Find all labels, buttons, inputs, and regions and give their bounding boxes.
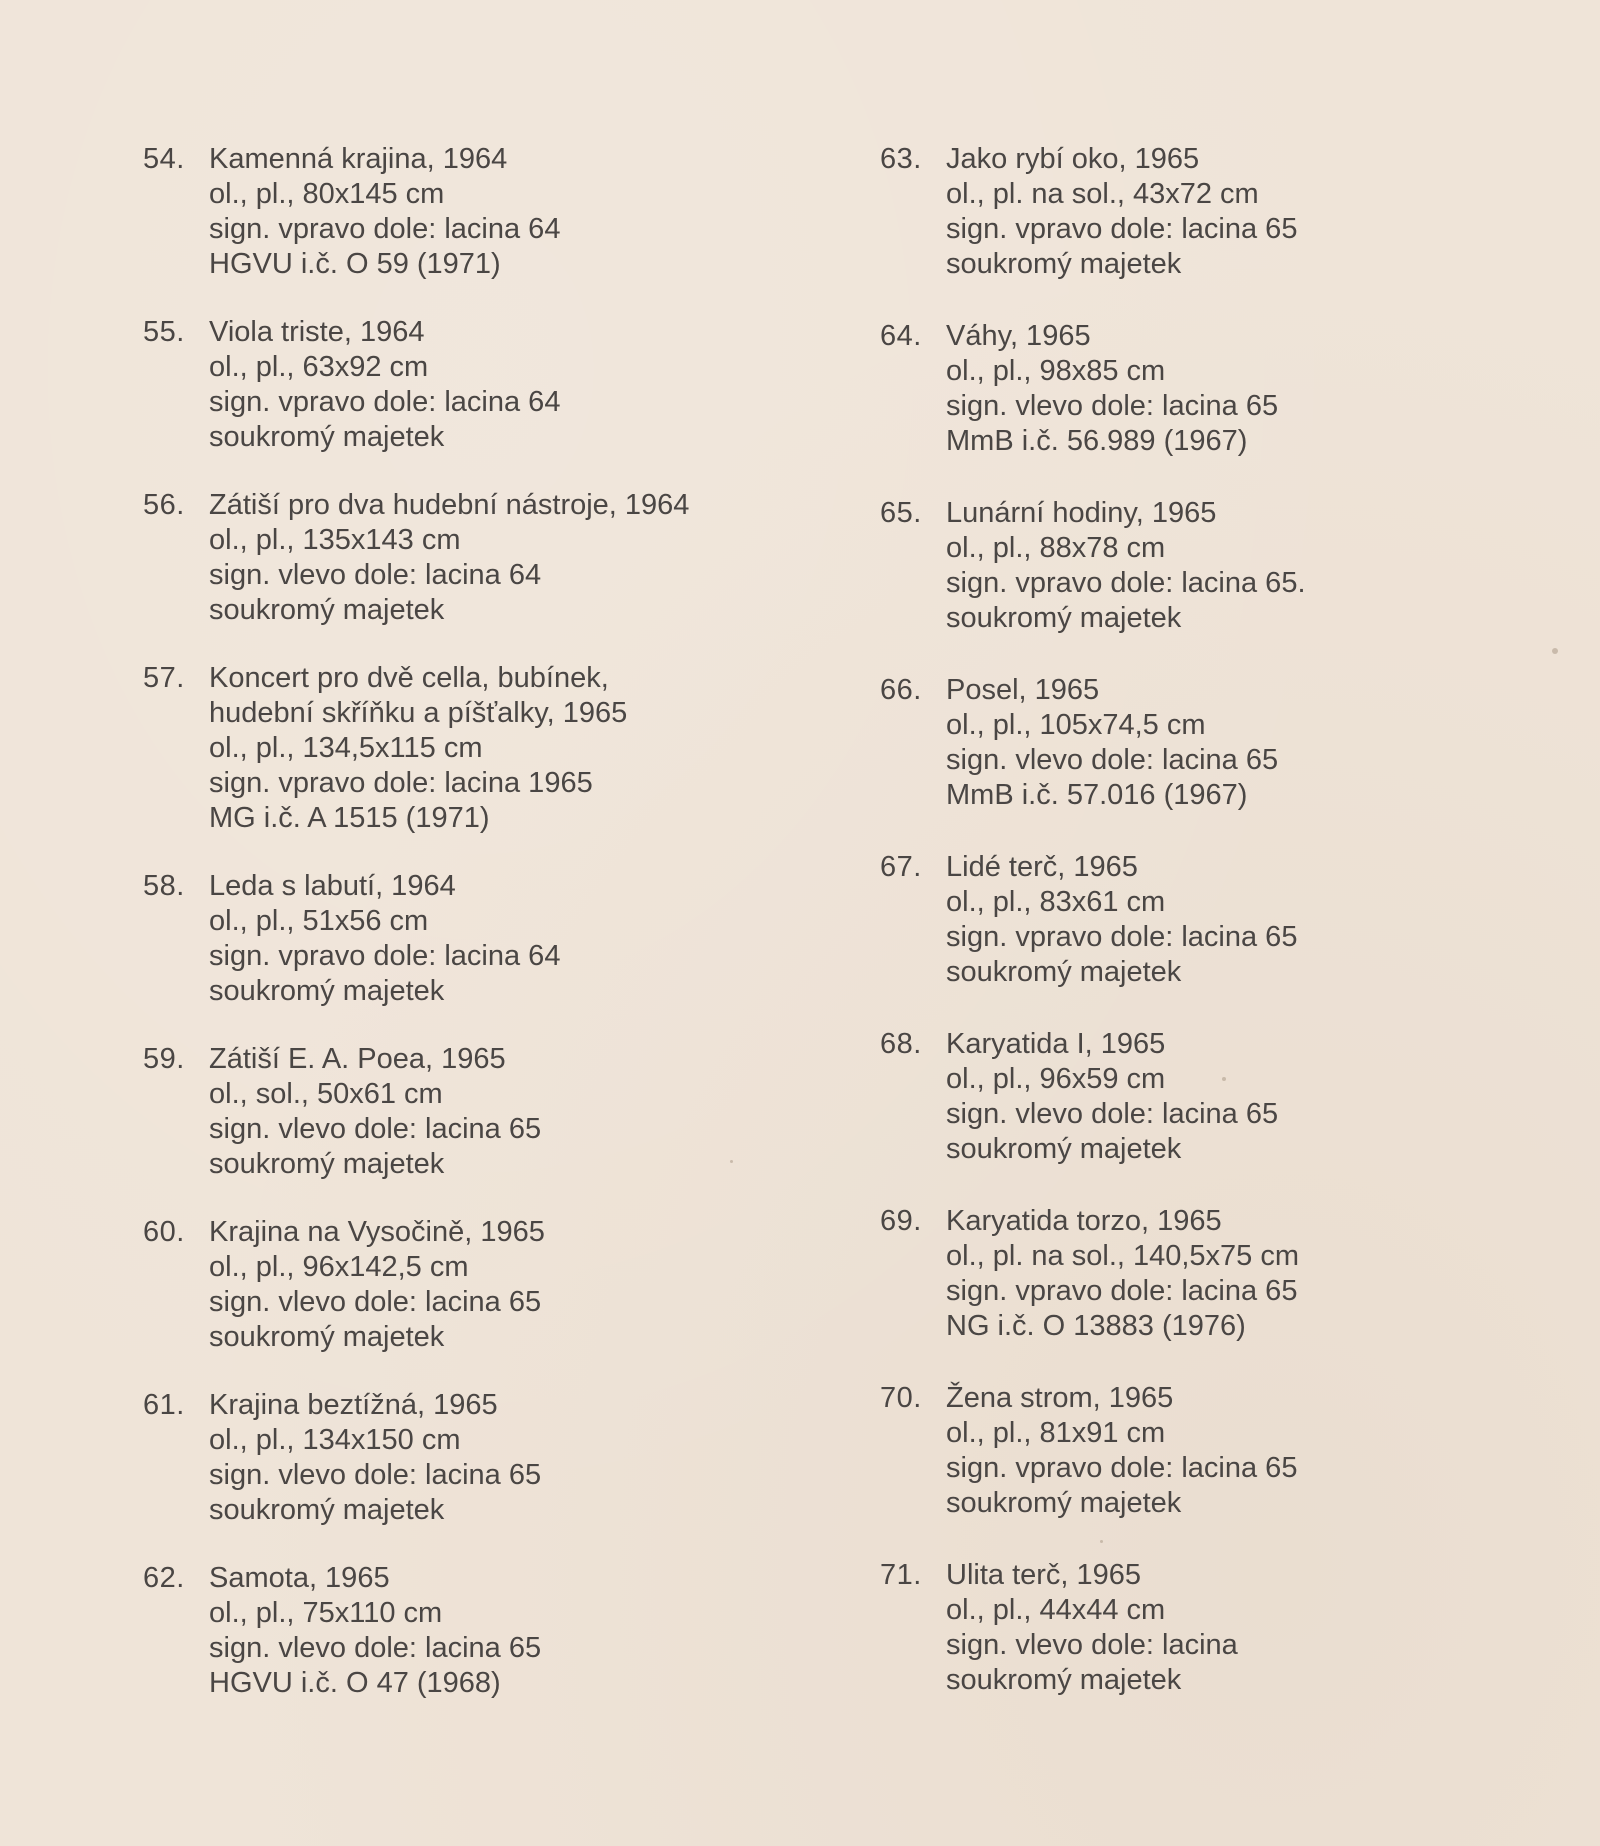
entry-title: Leda s labutí, 1964 bbox=[209, 870, 456, 902]
catalog-entry bbox=[880, 1558, 1500, 1698]
catalog-entry bbox=[143, 315, 763, 455]
catalog-entry bbox=[143, 661, 763, 836]
paper-speck bbox=[1552, 648, 1558, 654]
catalog-entry bbox=[880, 1027, 1500, 1167]
entry-details bbox=[946, 496, 1306, 636]
catalog-column-right bbox=[880, 142, 1500, 1735]
entry-owner: soukromý majetek bbox=[209, 421, 445, 453]
entry-details bbox=[946, 319, 1278, 459]
entry-title: Žena strom, 1965 bbox=[946, 1382, 1174, 1414]
entry-title: Lunární hodiny, 1965 bbox=[946, 497, 1217, 529]
entry-details bbox=[209, 1215, 545, 1355]
entry-details bbox=[209, 142, 560, 282]
entry-signature: sign. vlevo dole: lacina 65 bbox=[209, 1113, 542, 1145]
entry-signature: sign. vlevo dole: lacina bbox=[946, 1629, 1238, 1661]
entry-signature: sign. vpravo dole: lacina 65 bbox=[946, 1275, 1298, 1307]
catalog-entry bbox=[880, 673, 1500, 813]
entry-title: Zátiší pro dva hudební nástroje, 1964 bbox=[209, 489, 690, 521]
entry-title: Posel, 1965 bbox=[946, 674, 1100, 706]
entry-number: 60. bbox=[143, 1216, 185, 1248]
entry-details bbox=[209, 488, 689, 628]
entry-owner: NG i.č. O 13883 (1976) bbox=[946, 1310, 1246, 1342]
entry-medium-size: ol., pl., 134,5x115 cm bbox=[209, 732, 483, 764]
entry-owner: soukromý majetek bbox=[946, 602, 1182, 634]
entry-signature: sign. vpravo dole: lacina 65. bbox=[946, 567, 1306, 599]
entry-medium-size: ol., pl., 105x74,5 cm bbox=[946, 709, 1206, 741]
entry-title: hudební skříňku a píšťalky, 1965 bbox=[209, 697, 628, 729]
entry-title: Jako rybí oko, 1965 bbox=[946, 143, 1200, 175]
entry-title: Ulita terč, 1965 bbox=[946, 1559, 1142, 1591]
entry-signature: sign. vlevo dole: lacina 65 bbox=[209, 1286, 542, 1318]
entry-owner: soukromý majetek bbox=[209, 1321, 445, 1353]
entry-number: 58. bbox=[143, 870, 185, 902]
entry-details bbox=[946, 1204, 1299, 1344]
entry-title: Karyatida I, 1965 bbox=[946, 1028, 1166, 1060]
entry-owner: HGVU i.č. O 59 (1971) bbox=[209, 248, 501, 280]
entry-signature: sign. vpravo dole: lacina 1965 bbox=[209, 767, 593, 799]
catalog-entry bbox=[880, 850, 1500, 990]
catalog-column-left bbox=[143, 142, 763, 1734]
entry-details bbox=[209, 315, 560, 455]
entry-owner: soukromý majetek bbox=[209, 975, 445, 1007]
entry-medium-size: ol., pl., 96x59 cm bbox=[946, 1063, 1166, 1095]
entry-number: 71. bbox=[880, 1559, 922, 1591]
catalog-entry bbox=[143, 1215, 763, 1355]
paper-speck bbox=[1222, 1077, 1226, 1081]
catalog-entry bbox=[880, 496, 1500, 636]
entry-medium-size: ol., pl., 75x110 cm bbox=[209, 1597, 443, 1629]
entry-details bbox=[209, 869, 560, 1009]
entry-number: 62. bbox=[143, 1562, 185, 1594]
entry-owner: soukromý majetek bbox=[946, 1664, 1182, 1696]
entry-owner: soukromý majetek bbox=[209, 1148, 445, 1180]
catalog-entry bbox=[143, 1388, 763, 1528]
catalog-entry bbox=[880, 319, 1500, 459]
entry-details bbox=[209, 1561, 541, 1701]
entry-title: Zátiší E. A. Poea, 1965 bbox=[209, 1043, 506, 1075]
entry-number: 56. bbox=[143, 489, 185, 521]
entry-medium-size: ol., pl., 83x61 cm bbox=[946, 886, 1166, 918]
entry-signature: sign. vpravo dole: lacina 65 bbox=[946, 1452, 1298, 1484]
catalog-entry bbox=[880, 142, 1500, 282]
entry-details bbox=[946, 142, 1297, 282]
entry-number: 65. bbox=[880, 497, 922, 529]
entry-title: Karyatida torzo, 1965 bbox=[946, 1205, 1222, 1237]
catalog-entry bbox=[143, 869, 763, 1009]
catalog-entry bbox=[880, 1204, 1500, 1344]
entry-owner: soukromý majetek bbox=[946, 248, 1182, 280]
entry-number: 54. bbox=[143, 143, 185, 175]
entry-medium-size: ol., pl., 88x78 cm bbox=[946, 532, 1166, 564]
entry-title: Lidé terč, 1965 bbox=[946, 851, 1138, 883]
entry-owner: MG i.č. A 1515 (1971) bbox=[209, 802, 490, 834]
entry-details bbox=[946, 1027, 1278, 1167]
entry-signature: sign. vpravo dole: lacina 64 bbox=[209, 386, 561, 418]
entry-number: 68. bbox=[880, 1028, 922, 1060]
entry-details bbox=[209, 1388, 541, 1528]
catalog-entry bbox=[143, 1561, 763, 1701]
entry-details bbox=[209, 1042, 541, 1182]
entry-owner: MmB i.č. 56.989 (1967) bbox=[946, 425, 1248, 457]
entry-owner: soukromý majetek bbox=[209, 1494, 445, 1526]
entry-medium-size: ol., pl., 96x142,5 cm bbox=[209, 1251, 469, 1283]
entry-signature: sign. vlevo dole: lacina 64 bbox=[209, 559, 542, 591]
entry-owner: soukromý majetek bbox=[946, 1487, 1182, 1519]
entry-signature: sign. vlevo dole: lacina 65 bbox=[946, 390, 1279, 422]
entry-number: 64. bbox=[880, 320, 922, 352]
paper-speck bbox=[1100, 1540, 1103, 1543]
entry-medium-size: ol., pl., 135x143 cm bbox=[209, 524, 461, 556]
entry-signature: sign. vlevo dole: lacina 65 bbox=[946, 1098, 1279, 1130]
entry-title: Samota, 1965 bbox=[209, 1562, 390, 1594]
catalog-entry bbox=[143, 142, 763, 282]
entry-owner: soukromý majetek bbox=[946, 956, 1182, 988]
entry-title: Viola triste, 1964 bbox=[209, 316, 425, 348]
entry-title: Váhy, 1965 bbox=[946, 320, 1091, 352]
catalog-entry bbox=[880, 1381, 1500, 1521]
entry-title: Koncert pro dvě cella, bubínek, bbox=[209, 662, 609, 694]
entry-number: 59. bbox=[143, 1043, 185, 1075]
entry-medium-size: ol., pl., 44x44 cm bbox=[946, 1594, 1166, 1626]
entry-title: Krajina na Vysočině, 1965 bbox=[209, 1216, 545, 1248]
entry-owner: HGVU i.č. O 47 (1968) bbox=[209, 1667, 501, 1699]
entry-number: 55. bbox=[143, 316, 185, 348]
entry-signature: sign. vpravo dole: lacina 65 bbox=[946, 921, 1298, 953]
entry-medium-size: ol., pl., 51x56 cm bbox=[209, 905, 429, 937]
entry-title: Krajina beztížná, 1965 bbox=[209, 1389, 498, 1421]
entry-number: 61. bbox=[143, 1389, 185, 1421]
entry-number: 63. bbox=[880, 143, 922, 175]
entry-medium-size: ol., sol., 50x61 cm bbox=[209, 1078, 443, 1110]
entry-number: 67. bbox=[880, 851, 922, 883]
entry-number: 66. bbox=[880, 674, 922, 706]
entry-owner: MmB i.č. 57.016 (1967) bbox=[946, 779, 1248, 811]
entry-details bbox=[946, 673, 1278, 813]
entry-medium-size: ol., pl., 81x91 cm bbox=[946, 1417, 1166, 1449]
entry-medium-size: ol., pl., 80x145 cm bbox=[209, 178, 445, 210]
entry-details bbox=[946, 850, 1297, 990]
entry-details bbox=[946, 1381, 1297, 1521]
entry-medium-size: ol., pl. na sol., 43x72 cm bbox=[946, 178, 1259, 210]
entry-owner: soukromý majetek bbox=[946, 1133, 1182, 1165]
entry-details bbox=[946, 1558, 1238, 1698]
entry-number: 70. bbox=[880, 1382, 922, 1414]
entry-owner: soukromý majetek bbox=[209, 594, 445, 626]
entry-number: 69. bbox=[880, 1205, 922, 1237]
catalog-entry bbox=[143, 1042, 763, 1182]
entry-medium-size: ol., pl., 98x85 cm bbox=[946, 355, 1166, 387]
entry-title: Kamenná krajina, 1964 bbox=[209, 143, 508, 175]
entry-signature: sign. vlevo dole: lacina 65 bbox=[209, 1632, 542, 1664]
entry-signature: sign. vpravo dole: lacina 65 bbox=[946, 213, 1298, 245]
catalog-entry bbox=[143, 488, 763, 628]
entry-signature: sign. vlevo dole: lacina 65 bbox=[209, 1459, 542, 1491]
entry-signature: sign. vpravo dole: lacina 64 bbox=[209, 940, 561, 972]
entry-medium-size: ol., pl., 63x92 cm bbox=[209, 351, 429, 383]
entry-signature: sign. vlevo dole: lacina 65 bbox=[946, 744, 1279, 776]
entry-signature: sign. vpravo dole: lacina 64 bbox=[209, 213, 561, 245]
entry-medium-size: ol., pl., 134x150 cm bbox=[209, 1424, 461, 1456]
entry-medium-size: ol., pl. na sol., 140,5x75 cm bbox=[946, 1240, 1300, 1272]
paper-speck bbox=[730, 1160, 733, 1163]
entry-number: 57. bbox=[143, 662, 185, 694]
entry-details bbox=[209, 661, 627, 836]
